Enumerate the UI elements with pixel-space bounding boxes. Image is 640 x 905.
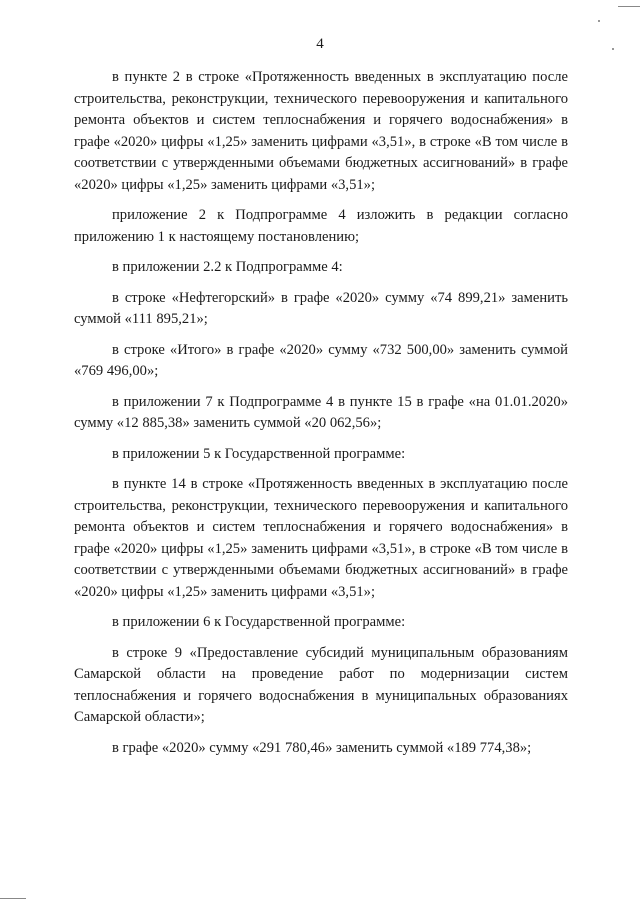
paragraph-neftegorsky-row: в строке «Нефтегорский» в графе «2020» сумму «74 899,21» заменить суммой «111 895,21»; [74,289,568,327]
paragraph-row-9-subsidies: в строке 9 «Предоставление субсидий муниципальным образованиям Самарской области на проведение работ по модернизации систем теплоснабжения и горячего водоснабжения в муниципальных образованиях Самарской области»; [74,644,568,725]
paragraph-total-row: в строке «Итого» в графе «2020» сумму «732 500,00» заменить суммой «769 496,00»; [74,341,568,379]
paragraph-point-2-length: в пункте 2 в строке «Протяженность введенных в эксплуатацию после строительства, реконструкции, технического перевооружения и капитального ремонта объектов и систем теплоснабжения и горячего водоснабжения» в графе «2020» цифры «1,25» заменить цифрами «3,51», в строке «В том числе в соответствии с утвержденными объемами бюджетных ассигнований» в графе «2020» цифры «1,25» заменить цифрами «3,51»; [74,69,568,193]
page-number: 4 [316,36,324,52]
paragraph-appendix-6-heading: в приложении 6 к Государственной программе: [112,614,406,630]
document-body [74,67,568,768]
scan-edge-mark [618,6,640,7]
scan-edge-mark [0,898,26,899]
scan-speck [598,20,600,22]
paragraph-point-14-length: в пункте 14 в строке «Протяженность введенных в эксплуатацию после строительства, реконструкции, технического перевооружения и капитального ремонта объектов и систем теплоснабжения и горячего водоснабжения» в графе «2020» цифры «1,25» заменить цифрами «3,51», в строке «В том числе в соответствии с утвержденными объемами бюджетных ассигнований» в графе «2020» цифры «1,25» заменить цифрами «3,51»; [74,476,568,600]
paragraph-appendix-2-2-heading: в приложении 2.2 к Подпрограмме 4: [112,259,343,275]
paragraph-appendix-2-subprogram-4: приложение 2 к Подпрограмме 4 изложить в редакции согласно приложению 1 к настоящему постановлению; [74,207,568,245]
paragraph-2020-amount-change: в графе «2020» сумму «291 780,46» заменить суммой «189 774,38»; [112,739,532,756]
paragraph-appendix-5-heading: в приложении 5 к Государственной программе: [112,445,406,462]
paragraph-appendix-7-point-15: в приложении 7 к Подпрограмме 4 в пункте 15 в графе «на 01.01.2020» сумму «12 885,38» заменить суммой «20 062,56»; [74,393,568,431]
